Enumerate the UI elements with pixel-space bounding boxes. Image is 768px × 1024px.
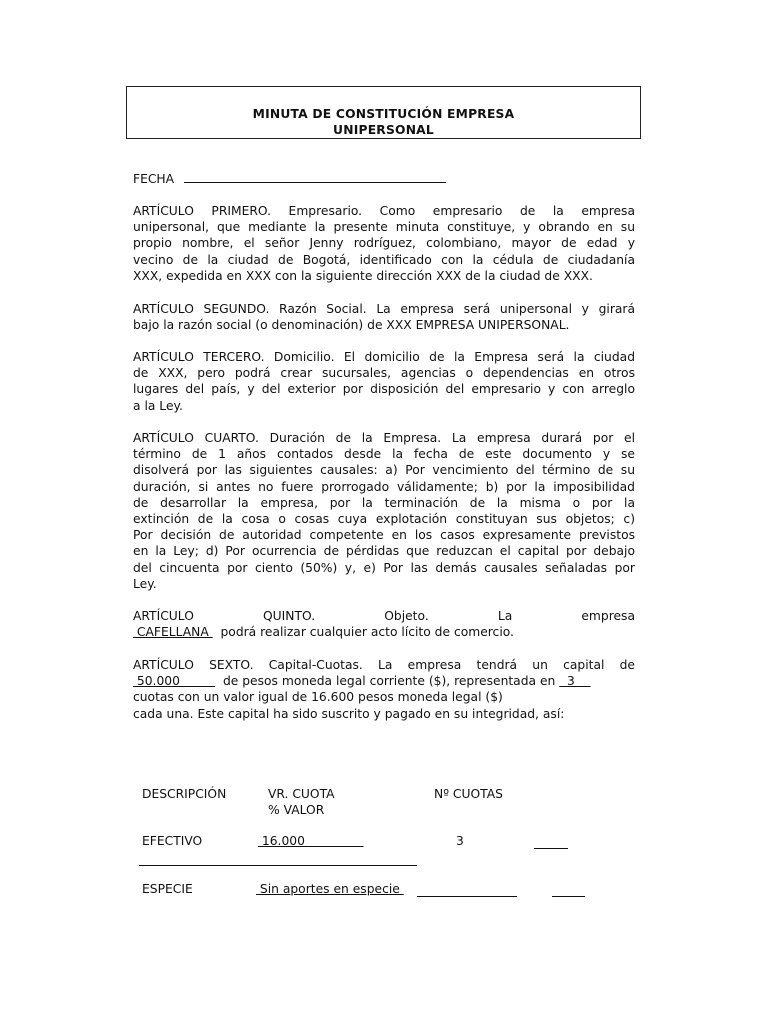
paragraph-line: de XXX, pero podrá crear sucursales, agencias o dependencias en otros [133, 366, 635, 381]
articulo-quinto-body [133, 624, 635, 640]
paragraph-line: del cincuenta por ciento (50%) y, e) Por las demás causales señaladas por [133, 560, 635, 575]
paragraph-line: vecino de la ciudad de Bogotá, identificado con la cédula de ciudadanía [133, 252, 635, 267]
heading-word: QUINTO. [263, 609, 316, 623]
company-name: CAFELLANA [133, 625, 213, 640]
header-pct-valor: % VALOR [268, 803, 325, 817]
especie-cuotas-blank-line [417, 896, 517, 897]
paragraph-line: término de 1 años contados desde la fecha de este documento y se [133, 447, 635, 462]
paragraph-line: unipersonal, que mediante la presente minuta constituye, y obrando en su [133, 220, 635, 235]
capital-amount: 50.000 [133, 674, 216, 689]
paragraph-line: extinción de la cosa o cosas cuya explotación constituyan sus objetos; c) [133, 511, 635, 526]
especie-valor: Sin aportes en especie [256, 882, 404, 896]
efectivo-cuotas: 3 [456, 834, 464, 848]
paragraph-line: disolverá por las siguientes causales: a) Por vencimiento del término de su [133, 463, 635, 478]
paragraph-line: ARTÍCULO TERCERO. Domicilio. El domicilio de la Empresa será la ciudad [133, 350, 635, 364]
paragraph-line: XXX, expedida en XXX con la siguiente dirección XXX de la ciudad de XXX. [133, 268, 593, 283]
capital-line [133, 673, 635, 689]
articulo-primero [133, 203, 635, 284]
heading-word: empresa [581, 609, 635, 623]
articulo-sexto [133, 657, 635, 722]
paragraph-line: ARTÍCULO SEXTO. Capital-Cuotas. La empresa tendrá un capital de [133, 658, 635, 672]
articulo-quinto-heading [133, 608, 635, 624]
paragraph-line: duración, si antes no fuere prorrogado válidamente; b) por la imposibilidad [133, 479, 635, 494]
title-line-2: UNIPERSONAL [333, 123, 434, 137]
paragraph-line: ARTÍCULO SEGUNDO. Razón Social. La empresa será unipersonal y girará [133, 302, 635, 316]
paragraph-line: Ley. [133, 576, 157, 591]
efectivo-valor: 16.000 [258, 834, 364, 848]
paragraph-line: lugares del país, y del exterior por disposición del empresario y con arreglo [133, 382, 635, 397]
separator-line [139, 865, 417, 866]
fecha-blank-line [184, 171, 446, 183]
fecha-row [133, 171, 446, 186]
paragraph-line: cada una. Este capital ha sido suscrito y pagado en su integridad, así: [133, 706, 565, 721]
header-vr-cuota: VR. CUOTA [268, 787, 335, 801]
paragraph-line: ARTÍCULO PRIMERO. Empresario. Como empresario de la empresa [133, 204, 635, 218]
paragraph-line: de desarrollar la empresa, por la terminación de la misma o por la [133, 495, 635, 510]
especie-label: ESPECIE [142, 882, 193, 896]
heading-word: ARTÍCULO [133, 609, 194, 623]
heading-word: La [497, 609, 513, 623]
especie-blank-line [552, 896, 585, 897]
articulo-quinto [133, 608, 635, 640]
header-n-cuotas: Nº CUOTAS [434, 787, 503, 801]
paragraph-line: bajo la razón social (o denominación) de XXX EMPRESA UNIPERSONAL. [133, 318, 570, 333]
paragraph-line: cuotas con un valor igual de 16.600 pesos moneda legal ($) [133, 690, 503, 705]
articulo-cuarto [133, 430, 635, 592]
paragraph-line: propio nombre, el señor Jenny rodríguez, colombiano, mayor de edad y [133, 236, 635, 251]
paragraph-line: ARTÍCULO CUARTO. Duración de la Empresa. La empresa durará por el [133, 431, 635, 445]
document-title [126, 86, 641, 139]
efectivo-label: EFECTIVO [142, 834, 203, 848]
title-line-1: MINUTA DE CONSTITUCIÓN EMPRESA [252, 107, 515, 121]
header-descripcion: DESCRIPCIÓN [142, 787, 227, 801]
articulo-tercero [133, 349, 635, 414]
efectivo-blank-line [534, 848, 568, 849]
objeto-text: podrá realizar cualquier acto lícito de comercio. [212, 625, 514, 640]
cuotas-count: 3 [559, 674, 591, 689]
paragraph-line: en la Ley; d) Por ocurrencia de pérdidas que reduzcan el capital por debajo [133, 544, 635, 559]
heading-word: Objeto. [384, 609, 429, 623]
paragraph-line: Por decisión de autoridad competente en los casos expresamente previstos [133, 528, 635, 543]
articulo-segundo [133, 301, 635, 333]
paragraph-line: a la Ley. [133, 398, 183, 413]
fecha-label: FECHA [133, 172, 175, 186]
capital-text: de pesos moneda legal corriente ($), representada en [215, 674, 560, 689]
